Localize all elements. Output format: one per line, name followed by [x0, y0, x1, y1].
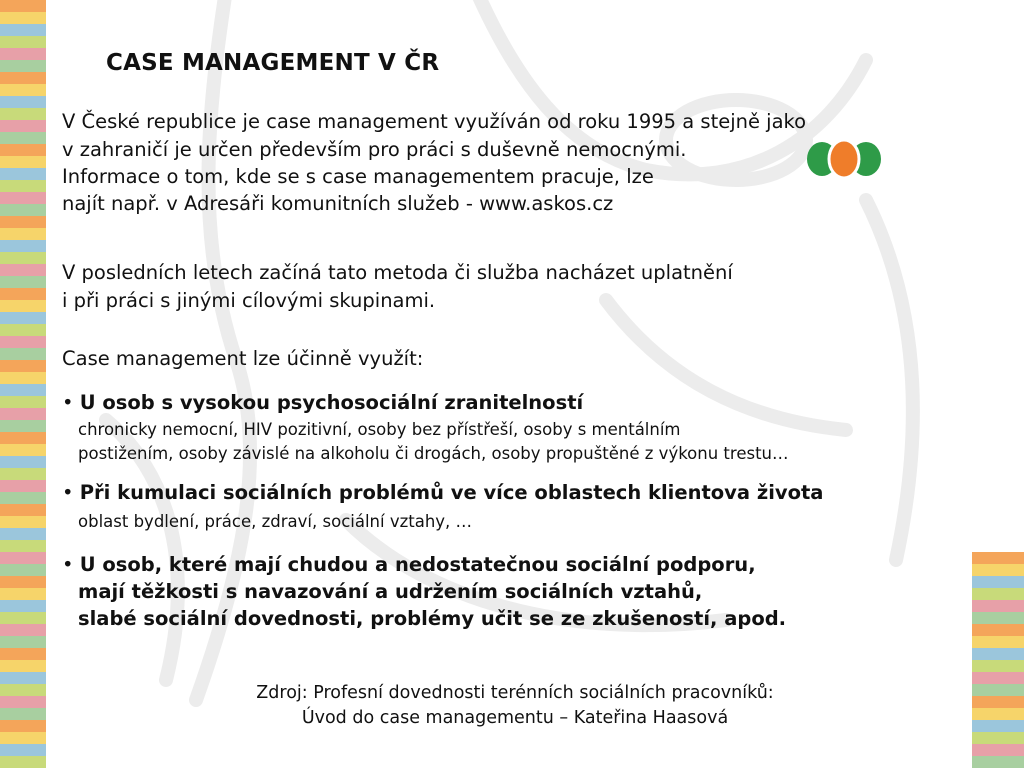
decorative-stripe: [0, 228, 46, 240]
decorative-stripe: [0, 216, 46, 228]
bullet-2-heading-row: [62, 479, 823, 507]
intro-line-2: v zahraničí je určen především pro práci s duševně nemocnými.: [62, 138, 687, 161]
decorative-stripe: [0, 648, 46, 660]
decorative-stripe: [972, 636, 1024, 648]
decorative-stripe: [972, 732, 1024, 744]
decorative-stripe: [0, 180, 46, 192]
decorative-stripe: [0, 36, 46, 48]
source-citation: [160, 681, 870, 731]
decorative-stripe: [0, 132, 46, 144]
page-title: CASE MANAGEMENT V ČR: [106, 50, 440, 76]
bullet-1-heading: U osob s vysokou psychosociální zranitelností: [79, 391, 584, 414]
logo-center-shape: [829, 140, 859, 178]
decorative-stripe: [0, 624, 46, 636]
bullet-2-heading: Při kumulaci sociálních problémů ve více oblastech klientova života: [79, 481, 824, 504]
right-decorative-stripes: [972, 552, 1024, 768]
askos-logo-icon: [806, 139, 882, 179]
bullet-3-line-2: mají těžkosti s navazování a udržením sociálních vztahů,: [78, 580, 703, 603]
decorative-stripe: [972, 624, 1024, 636]
decorative-stripe: [0, 564, 46, 576]
bullet-1-marker: •: [62, 391, 74, 414]
decorative-stripe: [972, 684, 1024, 696]
decorative-stripe: [0, 300, 46, 312]
decorative-stripe: [0, 468, 46, 480]
decorative-stripe: [0, 456, 46, 468]
decorative-stripe: [0, 384, 46, 396]
decorative-stripe: [972, 696, 1024, 708]
decorative-stripe: [972, 672, 1024, 684]
bullet-3-line-3: slabé sociální dovednosti, problémy učit se ze zkušeností, apod.: [78, 607, 787, 630]
decorative-stripe: [0, 480, 46, 492]
bullet-1-heading-row: [62, 389, 583, 417]
bullet-1-detail-2: postižením, osoby závislé na alkoholu či drogách, osoby propuštěné z výkonu trestu…: [78, 444, 789, 463]
decorative-stripe: [0, 588, 46, 600]
bullet-3-marker: •: [62, 553, 74, 576]
decorative-stripe: [0, 720, 46, 732]
decorative-stripe: [0, 504, 46, 516]
decorative-stripe: [0, 120, 46, 132]
decorative-stripe: [0, 396, 46, 408]
decorative-stripe: [972, 600, 1024, 612]
left-decorative-stripes: [0, 0, 46, 768]
decorative-stripe: [0, 360, 46, 372]
decorative-stripe: [972, 552, 1024, 564]
bullet-2-marker: •: [62, 481, 74, 504]
decorative-stripe: [0, 336, 46, 348]
decorative-stripe: [0, 108, 46, 120]
decorative-stripe: [972, 576, 1024, 588]
decorative-stripe: [0, 204, 46, 216]
recent-line-2: i při práci s jinými cílovými skupinami.: [62, 289, 436, 312]
decorative-stripe: [0, 744, 46, 756]
decorative-stripe: [0, 528, 46, 540]
decorative-stripe: [0, 540, 46, 552]
decorative-stripe: [972, 660, 1024, 672]
decorative-stripe: [0, 432, 46, 444]
decorative-stripe: [0, 672, 46, 684]
decorative-stripe: [0, 48, 46, 60]
decorative-stripe: [0, 24, 46, 36]
lead-text: Case management lze účinně využít:: [62, 347, 424, 370]
decorative-stripe: [0, 636, 46, 648]
decorative-stripe: [0, 600, 46, 612]
decorative-stripe: [0, 612, 46, 624]
decorative-stripe: [0, 0, 46, 12]
decorative-stripe: [0, 288, 46, 300]
decorative-stripe: [0, 96, 46, 108]
decorative-stripe: [0, 660, 46, 672]
decorative-stripe: [0, 276, 46, 288]
decorative-stripe: [0, 312, 46, 324]
decorative-stripe: [0, 696, 46, 708]
bullet-3-line-1-row: [62, 551, 756, 579]
decorative-stripe: [0, 576, 46, 588]
decorative-stripe: [0, 144, 46, 156]
decorative-stripe: [972, 708, 1024, 720]
intro-line-4: najít např. v Adresáři komunitních služeb - www.askos.cz: [62, 192, 614, 215]
decorative-stripe: [0, 192, 46, 204]
decorative-stripe: [0, 444, 46, 456]
decorative-stripe: [0, 372, 46, 384]
decorative-stripe: [972, 720, 1024, 732]
decorative-stripe: [0, 684, 46, 696]
intro-line-1: V České republice je case management využíván od roku 1995 a stejně jako: [62, 110, 807, 133]
decorative-stripe: [0, 60, 46, 72]
decorative-stripe: [972, 756, 1024, 768]
source-line-2: Úvod do case managementu – Kateřina Haasová: [301, 708, 729, 728]
decorative-stripe: [0, 84, 46, 96]
decorative-stripe: [0, 324, 46, 336]
decorative-stripe: [0, 420, 46, 432]
decorative-stripe: [0, 156, 46, 168]
decorative-stripe: [972, 612, 1024, 624]
decorative-stripe: [972, 588, 1024, 600]
decorative-stripe: [0, 552, 46, 564]
decorative-stripe: [0, 348, 46, 360]
decorative-stripe: [0, 732, 46, 744]
decorative-stripe: [0, 264, 46, 276]
decorative-stripe: [972, 744, 1024, 756]
decorative-stripe: [0, 252, 46, 264]
decorative-stripe: [0, 756, 46, 768]
decorative-stripe: [0, 168, 46, 180]
bullet-3-line-1: U osob, které mají chudou a nedostatečnou sociální podporu,: [79, 553, 756, 576]
decorative-stripe: [0, 12, 46, 24]
recent-line-1: V posledních letech začíná tato metoda či služba nacházet uplatnění: [62, 261, 733, 284]
decorative-stripe: [0, 708, 46, 720]
decorative-stripe: [0, 492, 46, 504]
intro-line-3: Informace o tom, kde se s case managementem pracuje, lze: [62, 165, 654, 188]
decorative-stripe: [0, 408, 46, 420]
bullet-1-detail-1: chronicky nemocní, HIV pozitivní, osoby bez přístřeší, osoby s mentálním: [78, 420, 681, 439]
source-line-1: Zdroj: Profesní dovednosti terénních sociálních pracovníků:: [256, 683, 774, 703]
decorative-stripe: [972, 564, 1024, 576]
decorative-stripe: [972, 648, 1024, 660]
decorative-stripe: [0, 240, 46, 252]
decorative-stripe: [0, 516, 46, 528]
decorative-stripe: [0, 72, 46, 84]
bullet-2-detail-1: oblast bydlení, práce, zdraví, sociální vztahy, …: [78, 512, 473, 531]
